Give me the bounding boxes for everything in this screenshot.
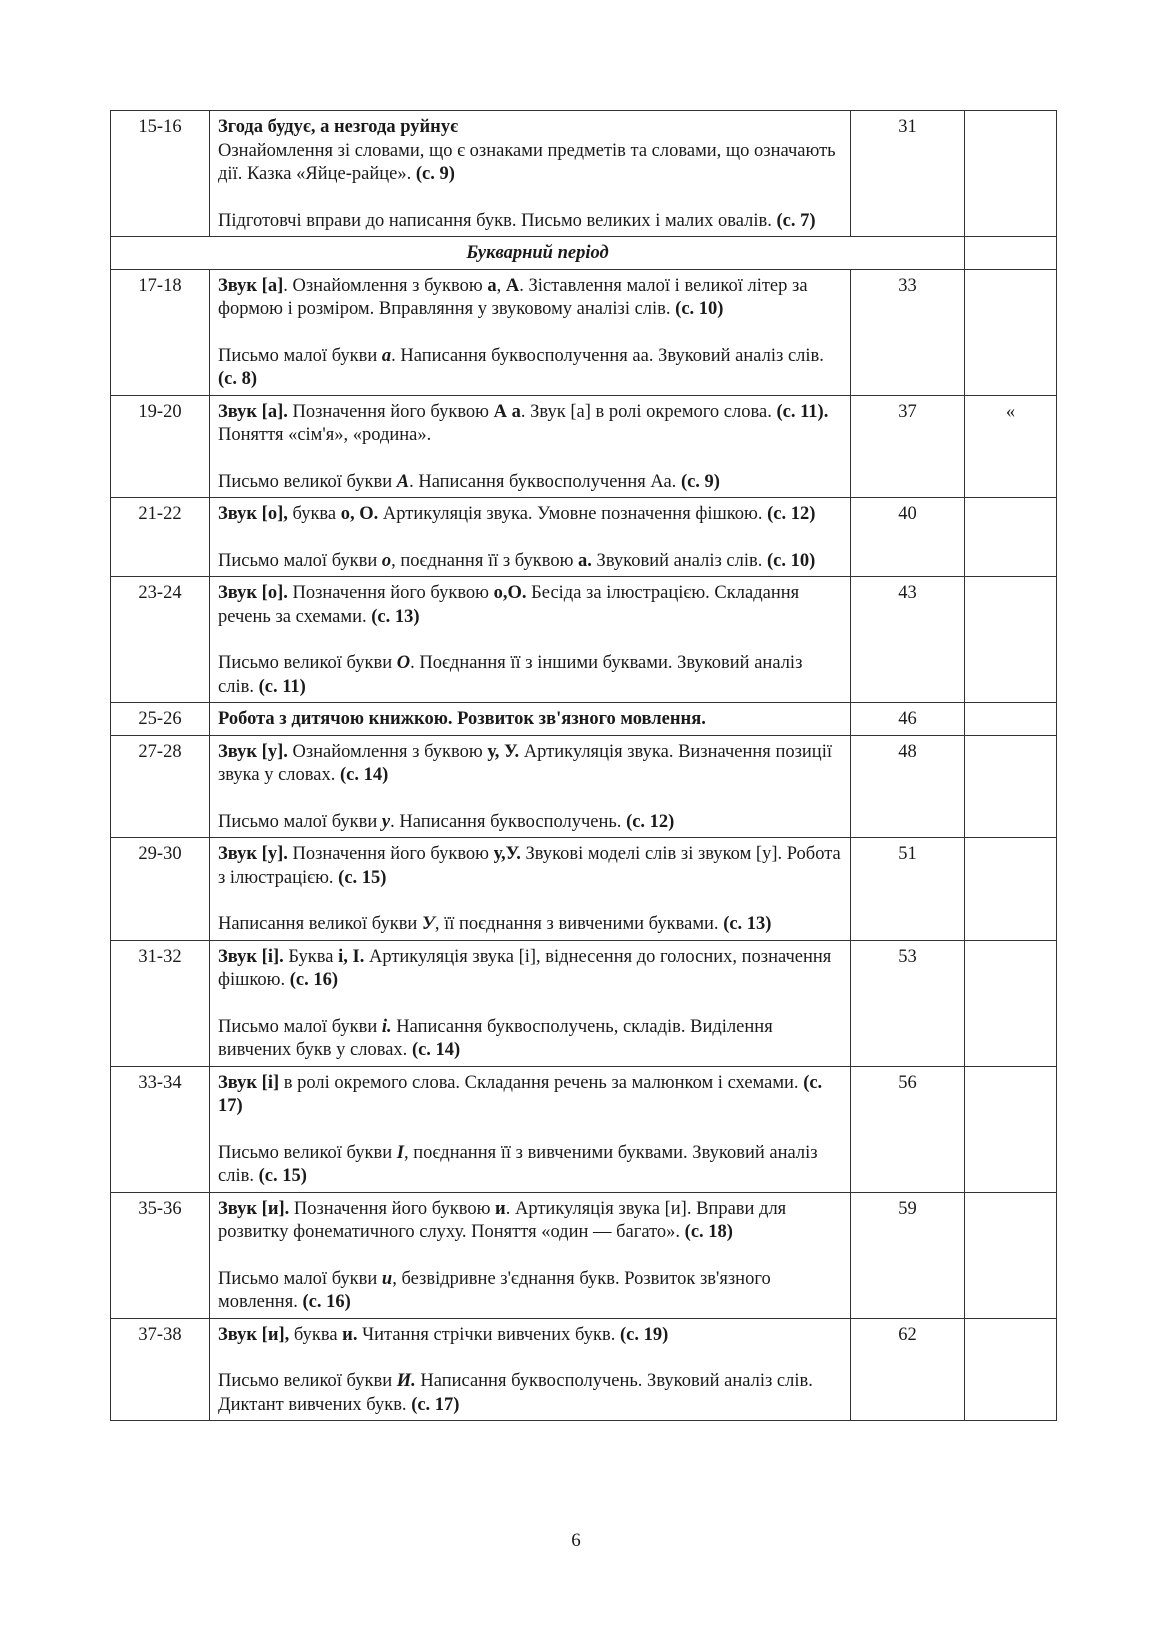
lesson-topic [210, 395, 851, 498]
period-row [111, 237, 1057, 270]
lesson-topic [210, 1192, 851, 1318]
lesson-number: 21-22 [111, 498, 210, 577]
lesson-topic [210, 838, 851, 941]
topic-text: Читання стрічки вивчених букв. [357, 1324, 620, 1345]
lesson-row [111, 498, 1057, 577]
topic-text: Звук [і] [218, 1072, 280, 1093]
lesson-row [111, 111, 1057, 237]
topic-text: Звуковий аналіз слів. [591, 550, 767, 571]
lesson-topic [210, 577, 851, 703]
lesson-number: 25-26 [111, 703, 210, 736]
topic-text: Письмо малої букви [218, 1016, 382, 1037]
topic-paragraph [218, 843, 842, 890]
topic-paragraph [218, 946, 842, 993]
topic-text: (с. 12) [767, 504, 816, 524]
lesson-page: 48 [851, 735, 965, 838]
lesson-number: 19-20 [111, 395, 210, 498]
topic-text: (с. 14) [339, 765, 389, 785]
topic-text: . Написання буквосполучень. [390, 811, 627, 832]
lesson-page: 51 [851, 838, 965, 941]
topic-text: Поняття «сім'я», «родина». [218, 425, 432, 445]
topic-text: А а [493, 401, 521, 422]
topic-paragraph [218, 275, 842, 322]
topic-text: Бесіда за ілюстрацією. Складання речень за схемами. [218, 583, 800, 627]
topic-text: Звук [и]. [218, 1198, 290, 1219]
topic-text: , безвідривне з'єднання букв. Розвиток зв'язного мовлення. [218, 1268, 771, 1312]
topic-text: Артикуляція звука [і], віднесення до голосних, позначення фішкою. [218, 946, 832, 990]
period-title: Букварний період [111, 237, 965, 270]
topic-text: Артикуляція звука. Визначення позиції звука у словах. [218, 741, 832, 785]
lesson-topic [210, 498, 851, 577]
topic-paragraph [218, 1072, 842, 1119]
topic-text: Письмо малої букви [218, 1268, 382, 1289]
topic-text: о [381, 550, 392, 571]
lesson-number: 33-34 [111, 1066, 210, 1192]
topic-text: Робота з дитячою книжкою. Розвиток зв'язного мовлення. [218, 709, 706, 729]
lesson-row [111, 735, 1057, 838]
topic-text: і. [381, 1016, 392, 1037]
lesson-number: 31-32 [111, 940, 210, 1066]
topic-text: Позначення його буквою [287, 401, 494, 422]
topic-text: . Поєднання її з іншими буквами. Звуковий аналіз слів. [218, 653, 803, 697]
lesson-row [111, 940, 1057, 1066]
topic-paragraph [218, 503, 842, 527]
topic-text: в ролі окремого слова. Складання речень за малюнком і схемами. [279, 1072, 804, 1093]
topic-text: и. [342, 1324, 358, 1345]
topic-text: буква [289, 1324, 343, 1345]
lesson-note [965, 577, 1057, 703]
topic-text: (с. 12) [626, 811, 675, 832]
lesson-page: 62 [851, 1318, 965, 1421]
lesson-plan-body [111, 111, 1057, 1421]
topic-text: Звук [у]. [218, 741, 288, 762]
lesson-number: 29-30 [111, 838, 210, 941]
topic-paragraph [218, 913, 842, 937]
topic-text: а [487, 275, 497, 296]
lesson-page: 33 [851, 269, 965, 395]
lesson-page: 59 [851, 1192, 965, 1318]
lesson-note [965, 269, 1057, 395]
lesson-topic [210, 703, 851, 736]
topic-text: , поєднання її з вивченими буквами. Звуковий аналіз слів. [218, 1142, 818, 1186]
topic-text: (с. 16) [302, 1292, 351, 1312]
topic-text: а. [578, 550, 592, 571]
lesson-number: 37-38 [111, 1318, 210, 1421]
topic-text: Письмо великої букви [218, 653, 397, 673]
topic-text: Буква [283, 946, 339, 967]
topic-text: Написання буквосполучень. Звуковий аналіз слів. Диктант вивчених букв. [218, 1371, 813, 1415]
topic-paragraph [218, 550, 842, 574]
topic-text: (с. 19) [620, 1324, 669, 1345]
topic-text: Письмо великої букви [218, 1142, 397, 1163]
lesson-page: 53 [851, 940, 965, 1066]
topic-text: Звук [у]. [218, 844, 288, 864]
topic-text: Письмо малої букви [218, 550, 382, 571]
lesson-plan-table [110, 110, 1057, 1421]
topic-text: Звук [а]. [218, 401, 288, 422]
topic-paragraph [218, 811, 842, 835]
lesson-row [111, 1318, 1057, 1421]
topic-text: Письмо великої букви [218, 471, 397, 492]
lesson-page: 31 [851, 111, 965, 237]
topic-text: Підготовчі вправи до написання букв. Письмо великих і малих овалів. [218, 210, 777, 231]
topic-text: , [496, 275, 506, 296]
topic-text: (с. 14) [411, 1040, 461, 1060]
topic-text: (с. 16) [289, 970, 339, 990]
lesson-topic [210, 269, 851, 395]
topic-paragraph [218, 1198, 842, 1245]
topic-text: Згода будує, а незгода руйнує [218, 117, 459, 137]
lesson-note [965, 735, 1057, 838]
topic-paragraph [218, 1324, 842, 1348]
topic-text: и [495, 1198, 506, 1219]
topic-text: (с. 17) [411, 1394, 460, 1415]
topic-paragraph [218, 1370, 842, 1417]
topic-text: О [396, 653, 411, 673]
lesson-number: 35-36 [111, 1192, 210, 1318]
topic-text: Звук [о]. [218, 583, 288, 603]
lesson-note [965, 111, 1057, 237]
topic-text: и [381, 1268, 393, 1289]
topic-text: Звук [і]. [218, 946, 284, 967]
lesson-note [965, 1318, 1057, 1421]
topic-text: (с. 17) [218, 1072, 823, 1116]
lesson-note [965, 703, 1057, 736]
topic-text: (с. 9) [415, 164, 455, 184]
topic-text: . Звук [а] в ролі окремого слова. [520, 401, 777, 422]
lesson-note: « [965, 395, 1057, 498]
lesson-page: 56 [851, 1066, 965, 1192]
topic-text: Написання великої букви [218, 914, 422, 934]
topic-text: . Написання буквосполучення Аа. [409, 471, 681, 492]
topic-text: Письмо великої букви [218, 1371, 397, 1391]
topic-paragraph [218, 210, 842, 234]
lesson-row [111, 1066, 1057, 1192]
topic-text: (с. 10) [675, 299, 724, 319]
lesson-row [111, 269, 1057, 395]
topic-text: Артикуляція звука. Умовне позначення фішкою. [378, 504, 768, 524]
topic-text: У [421, 914, 435, 934]
topic-text: (с. 10) [767, 550, 816, 571]
topic-text: А [396, 471, 410, 492]
topic-text: Звукові моделі слів зі звуком [у]. Робота з ілюстрацією. [218, 844, 841, 888]
topic-paragraph [218, 708, 842, 732]
topic-text: у [381, 811, 391, 832]
topic-paragraph [218, 1016, 842, 1063]
topic-text: Ознайомлення з буквою [287, 741, 488, 762]
topic-paragraph [218, 1142, 842, 1189]
lesson-page: 40 [851, 498, 965, 577]
lesson-row [111, 703, 1057, 736]
lesson-note [965, 1066, 1057, 1192]
topic-text: Ознайомлення зі словами, що є ознаками предметів та словами, що означають дії. Казка «Яйце-райце». [218, 140, 836, 184]
topic-text: Позначення його буквою [287, 844, 494, 864]
lesson-row [111, 1192, 1057, 1318]
lesson-topic [210, 735, 851, 838]
period-empty-cell [965, 237, 1057, 270]
topic-text: а [381, 345, 392, 366]
topic-text: (с. 8) [218, 369, 258, 389]
lesson-note [965, 838, 1057, 941]
topic-text: Звук [о], [218, 504, 288, 524]
topic-text: (с. 7) [776, 210, 816, 231]
lesson-topic [210, 111, 851, 237]
topic-text: (с. 11) [258, 676, 306, 697]
topic-paragraph [218, 401, 842, 448]
topic-text: , поєднання її з буквою [391, 550, 579, 571]
topic-text: . Написання буквосполучення аа. Звуковий аналіз слів. [391, 345, 824, 366]
topic-text: у, У. [487, 741, 520, 762]
topic-text: . Артикуляція звука [и]. Вправи для розвитку фонематичного слуху. Поняття «один — багато». [218, 1198, 787, 1242]
topic-text: (с. 18) [684, 1222, 733, 1242]
lesson-note [965, 940, 1057, 1066]
lesson-page: 37 [851, 395, 965, 498]
topic-text: І [396, 1142, 404, 1163]
topic-paragraph [218, 1268, 842, 1315]
topic-paragraph [218, 345, 842, 392]
topic-text: Позначення його буквою [287, 583, 494, 603]
topic-text: Звук [и], [218, 1324, 290, 1345]
lesson-topic [210, 1066, 851, 1192]
topic-text: (с. 13) [723, 914, 772, 934]
lesson-topic [210, 940, 851, 1066]
topic-paragraph [218, 582, 842, 629]
topic-text: (с. 13) [371, 606, 420, 627]
topic-text: (с. 11). [776, 401, 829, 422]
topic-text: А [505, 275, 520, 296]
topic-text: Позначення його буквою [289, 1198, 496, 1219]
lesson-row [111, 838, 1057, 941]
topic-text: Написання буквосполучень, складів. Виділення вивчених букв у словах. [218, 1016, 773, 1060]
topic-text: у,У. [493, 844, 521, 864]
topic-text: о, О. [340, 504, 379, 524]
lesson-row [111, 395, 1057, 498]
topic-paragraph [218, 471, 842, 495]
topic-text: (с. 9) [680, 471, 720, 492]
topic-paragraph [218, 652, 842, 699]
topic-text: (с. 15) [338, 867, 387, 888]
topic-text: Письмо малої букви [218, 811, 382, 832]
topic-text: о,О. [493, 583, 527, 603]
lesson-page: 46 [851, 703, 965, 736]
lesson-number: 27-28 [111, 735, 210, 838]
page-number: 6 [571, 1530, 581, 1551]
lesson-number: 23-24 [111, 577, 210, 703]
lesson-topic [210, 1318, 851, 1421]
lesson-number: 15-16 [111, 111, 210, 237]
topic-text: Письмо малої букви [218, 345, 382, 366]
topic-text: . Ознайомлення з буквою [283, 275, 488, 296]
lesson-number: 17-18 [111, 269, 210, 395]
topic-text: . Зіставлення малої і великої літер за формою і розміром. Вправляння у звуковому аналізі слів. [218, 275, 808, 319]
topic-text: И. [396, 1371, 416, 1391]
topic-text: і, І. [338, 946, 365, 967]
lesson-row [111, 577, 1057, 703]
topic-text: Звук [а] [218, 275, 284, 296]
topic-paragraph [218, 116, 842, 187]
topic-paragraph [218, 741, 842, 788]
topic-text: , її поєднання з вивченими буквами. [434, 914, 724, 934]
topic-text: (с. 15) [258, 1166, 307, 1186]
lesson-page: 43 [851, 577, 965, 703]
topic-text: буква [287, 504, 341, 524]
lesson-note [965, 498, 1057, 577]
lesson-note [965, 1192, 1057, 1318]
